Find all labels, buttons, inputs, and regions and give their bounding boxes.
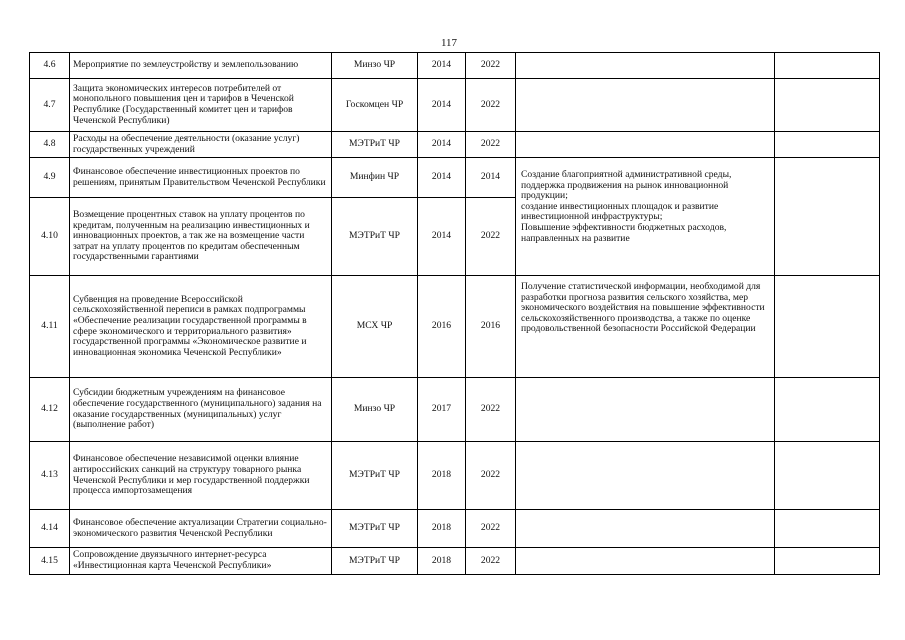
extra-cell	[775, 276, 880, 378]
row-number: 4.14	[30, 510, 70, 548]
result-cell	[516, 378, 775, 442]
start-year: 2014	[418, 198, 466, 276]
row-number: 4.6	[30, 53, 70, 79]
end-year: 2022	[466, 198, 516, 276]
table-row	[30, 510, 880, 548]
end-year: 2022	[466, 132, 516, 158]
start-year: 2018	[418, 548, 466, 575]
row-number: 4.8	[30, 132, 70, 158]
extra-cell	[775, 510, 880, 548]
start-year: 2014	[418, 53, 466, 79]
page-number: 117	[440, 37, 458, 49]
executor: МЭТРиТ ЧР	[332, 198, 418, 276]
extra-cell	[775, 442, 880, 510]
result-cell	[516, 510, 775, 548]
table-row	[30, 53, 880, 79]
measure-name: Расходы на обеспечение деятельности (оказание услуг) государственных учреждений	[70, 132, 332, 158]
measure-name: Субвенция на проведение Всероссийской сельскохозяйственной переписи в рамках подпрограммы «Обеспечение реализации государственной программы в сфере экономического и территориального развития» государственной программы «Экономическое развитие и инновационная экономика Чеченской Республики»	[70, 276, 332, 378]
extra-cell	[775, 378, 880, 442]
extra-cell	[775, 132, 880, 158]
end-year: 2022	[466, 442, 516, 510]
end-year: 2022	[466, 510, 516, 548]
executor: МСХ ЧР	[332, 276, 418, 378]
start-year: 2018	[418, 510, 466, 548]
result-census	[516, 276, 775, 378]
executor: МЭТРиТ ЧР	[332, 442, 418, 510]
end-year: 2014	[466, 158, 516, 198]
executor: Минзо ЧР	[332, 378, 418, 442]
executor: МЭТРиТ ЧР	[332, 132, 418, 158]
executor: Госкомцен ЧР	[332, 79, 418, 132]
result-investment-text: Создание благоприятной административной среды, поддержка продвижения на рынок инновационной продукции; создание инвестиционных площадок и развитие инвестиционной инфраструктуры; Повышение эффективности бюджетных расходов, направленных на развитие	[521, 169, 732, 244]
table-row	[30, 548, 880, 575]
measure-name: Субсидии бюджетным учреждениям на финансовое обеспечение государственного (муниципального) задания на оказание государственных (муниципальных) услуг (выполнение работ)	[70, 378, 332, 442]
end-year: 2022	[466, 378, 516, 442]
row-number: 4.12	[30, 378, 70, 442]
table-row	[30, 276, 880, 378]
row-number: 4.9	[30, 158, 70, 198]
result-cell	[516, 442, 775, 510]
start-year: 2014	[418, 79, 466, 132]
extra-cell	[775, 79, 880, 132]
end-year: 2022	[466, 53, 516, 79]
start-year: 2018	[418, 442, 466, 510]
result-investment	[516, 158, 775, 276]
start-year: 2014	[418, 132, 466, 158]
start-year: 2016	[418, 276, 466, 378]
measure-name: Защита экономических интересов потребителей от монопольного повышения цен и тарифов в Чеченской Республике (Государственный комитет цен и тарифов Чеченской Республики)	[70, 79, 332, 132]
result-cell	[516, 132, 775, 158]
start-year: 2017	[418, 378, 466, 442]
table-row	[30, 79, 880, 132]
result-cell	[516, 53, 775, 79]
measure-name: Финансовое обеспечение инвестиционных проектов по решениям, принятым Правительством Чеченской Республики	[70, 158, 332, 198]
extra-cell	[775, 53, 880, 79]
row-number: 4.13	[30, 442, 70, 510]
executor: МЭТРиТ ЧР	[332, 548, 418, 575]
end-year: 2022	[466, 79, 516, 132]
result-cell	[516, 79, 775, 132]
row-number: 4.7	[30, 79, 70, 132]
measure-name: Мероприятие по землеустройству и землепользованию	[70, 53, 332, 79]
table-row	[30, 158, 880, 198]
executor: МЭТРиТ ЧР	[332, 510, 418, 548]
start-year: 2014	[418, 158, 466, 198]
measure-name: Финансовое обеспечение актуализации Стратегии социально-экономического развития Чеченской Республики	[70, 510, 332, 548]
measure-name: Финансовое обеспечение независимой оценки влияние антироссийских санкций на структуру товарного рынка Чеченской Республики и мер государственной поддержки процесса импортозамещения	[70, 442, 332, 510]
executor: Минфин ЧР	[332, 158, 418, 198]
row-number: 4.10	[30, 198, 70, 276]
result-cell	[516, 548, 775, 575]
measure-name: Сопровождение двуязычного интернет-ресурса «Инвестиционная карта Чеченской Республики»	[70, 548, 332, 575]
extra-cell	[775, 548, 880, 575]
executor: Минзо ЧР	[332, 53, 418, 79]
end-year: 2016	[466, 276, 516, 378]
row-number: 4.15	[30, 548, 70, 575]
table-row	[30, 378, 880, 442]
table-row	[30, 442, 880, 510]
table-row	[30, 132, 880, 158]
result-census-text: Получение статистической информации, необходимой для разработки прогноза развития сельского хозяйства, мер экономического воздействия на повышение эффективности сельскохозяйственного производства, а также по оценке продовольственной безопасности Российской Федерации	[521, 281, 765, 335]
end-year: 2022	[466, 548, 516, 575]
row-number: 4.11	[30, 276, 70, 378]
measure-name: Возмещение процентных ставок на уплату процентов по кредитам, полученным на реализацию инвестиционных и инновационных проектов, а так же на возмещение части затрат на уплату процентов по кредитам обеспеченным государственными гарантиями	[70, 198, 332, 276]
extra-cell	[775, 158, 880, 276]
measures-table	[29, 52, 880, 575]
